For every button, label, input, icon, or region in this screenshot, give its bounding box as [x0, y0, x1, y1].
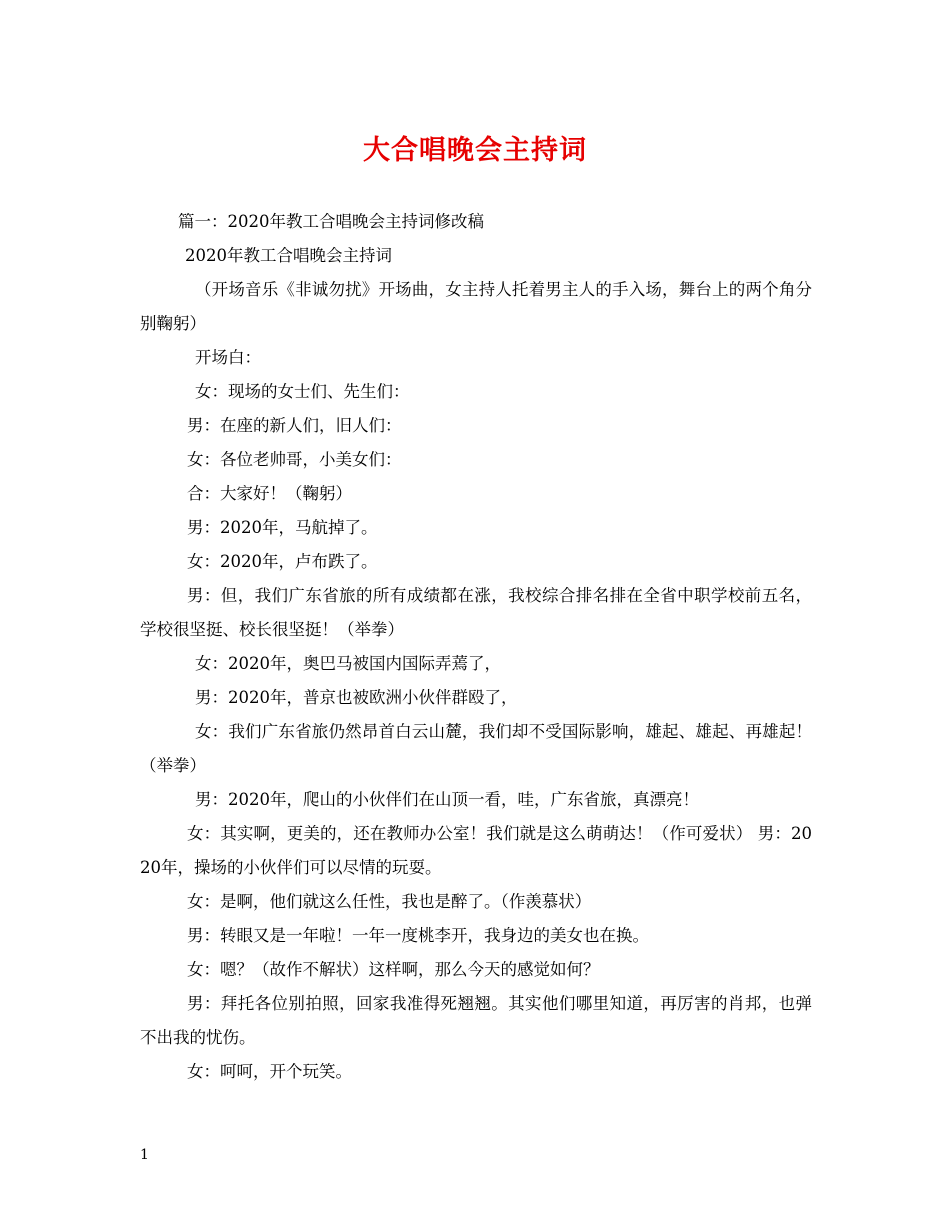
- body-paragraph: 男：转眼又是一年啦！一年一度桃李开，我身边的美女也在换。: [187, 926, 649, 945]
- page-number: 1: [140, 1147, 149, 1163]
- body-paragraph: 女：现场的女士们、先生们：: [195, 382, 410, 401]
- body-paragraph: 男：在座的新人们，旧人们：: [187, 416, 402, 435]
- body-paragraph: 女：呵呵，开个玩笑。: [187, 1062, 352, 1081]
- document-body: [140, 205, 812, 1089]
- body-paragraph: 合：大家好！（鞠躬）: [187, 484, 352, 503]
- body-paragraph: 男：2020年，马航掉了。: [187, 518, 378, 537]
- body-paragraph: 女：我们广东省旅仍然昂首白云山麓，我们却不受国际影响，雄起、雄起、再雄起！（举拳）: [140, 722, 812, 775]
- body-paragraph: 2020年教工合唱晚会主持词: [185, 246, 392, 265]
- body-paragraph: 女：各位老帅哥，小美女们：: [187, 450, 402, 469]
- body-paragraph: 篇一：2020年教工合唱晚会主持词修改稿: [178, 212, 484, 231]
- body-paragraph: 男：2020年，爬山的小伙伴们在山顶一看，哇，广东省旅，真漂亮！: [195, 790, 699, 809]
- body-paragraph: 女：2020年，卢布跌了。: [187, 552, 378, 571]
- body-paragraph: 女：嗯？（故作不解状）这样啊，那么今天的感觉如何？: [187, 960, 600, 979]
- document-title: 大合唱晚会主持词: [363, 135, 587, 166]
- body-paragraph: （开场音乐《非诚勿扰》开场曲，女主持人托着男主人的手入场，舞台上的两个角分别鞠躬）: [140, 280, 812, 333]
- body-paragraph: 女：是啊，他们就这么任性，我也是醉了。（作羡慕状）: [187, 892, 592, 911]
- body-paragraph: 男：拜托各位别拍照，回家我准得死翘翘。其实他们哪里知道，再厉害的肖邦，也弹不出我的忧伤。: [140, 994, 812, 1047]
- body-paragraph: 女：2020年，奥巴马被国内国际弄蔫了，: [195, 654, 501, 673]
- body-paragraph: 男：但，我们广东省旅的所有成绩都在涨，我校综合排名排在全省中职学校前五名，学校很坚挺、校长很坚挺！（举拳）: [140, 586, 812, 639]
- body-paragraph: 开场白：: [195, 348, 261, 367]
- body-paragraph: 男：2020年，普京也被欧洲小伙伴群殴了，: [195, 688, 518, 707]
- body-paragraph: 女：其实啊，更美的，还在教师办公室！我们就是这么萌萌达！（作可爱状） 男：2020年，操场的小伙伴们可以尽情的玩耍。: [140, 824, 812, 877]
